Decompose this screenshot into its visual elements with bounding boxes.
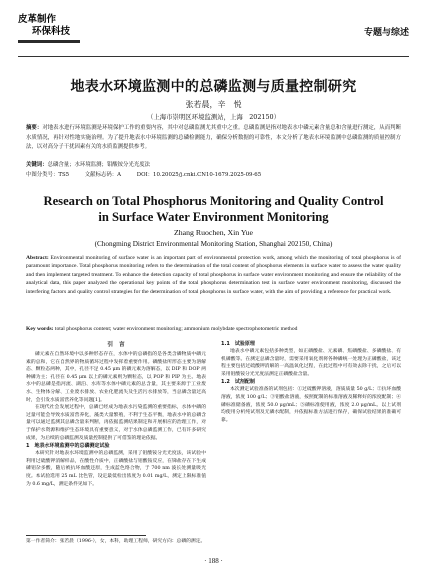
intro-paragraph-1: 磷元素在自然环境中以多种形态存在，水体中的总磷指的是各类含磷物质中磷元素的总和，它在自然界的物质循环过程中发挥着重要作用。磷酸盐所形态主要为溶解态、颗粒态两种，其中，孔径不足 0.45 μm 的磷元素为溶解态，以 DIP 和 DOP 两种磷为主；孔径在 0.45 μm 以上的磷元素则为颗粒态，以 POP 和 PIP 为主。地表水中的总磷是指河流、湖泊、水库等水体中磷元素的总含量，其主要来源于工业废水、生物体分解、工业废水排放、农业化肥流失及生活污水排放等，当总磷含量过高时，会引发水质富营养化等问题[1]。 [26,352,206,403]
section-1-2-heading: 1.2 试剂配制 [221,379,255,386]
logo-line-2: 环保科技 [32,26,71,37]
chinese-abstract [26,124,401,153]
english-title-line-1: Research on Total Phosphorus Monitoring and Quality Control [43,194,384,208]
english-abstract-text: Environmental monitoring of surface water is an important part of environmental protection work, among which the monitoring of total phosphorus is of paramount importance. Total phosphorus monitoring refers to the determination of the total content of phosphorus elements in surface water to assess the water quality and then implement targeted treatment. To enhance the detection capacity of total phosphorus in surface water environment monitoring and ensure the reliability of the analytical data, this paper analyzed the operational key points of the total phosphorus determination test in surface water environment monitoring, discussed the interfering factors and quality control strategies for the determination of total phosphorus in surface water, with the aim of providing a reference for practical work. [26,255,402,295]
english-keywords [26,325,401,333]
document-code: 文献标志码：A [84,172,122,178]
doi: DOI：10.20025/j.cnki.CN10-1679.2025-09-65 [136,172,262,178]
english-keywords-text: total phosphorus content; water environment monitoring; ammonium molybdate spectrophotometric method [54,326,298,332]
page-number: · 188 · [204,557,223,565]
chinese-authors: 张若晨，辛 悦 [185,100,242,109]
english-authors: Zhang Ruochen, Xin Yue [174,228,253,237]
english-keywords-label: Key words: [26,326,54,332]
section-label: 专题与综述 [363,28,409,38]
section-1-2-paragraph: 本次测定试验准备的试剂包括：①过硫酸钾溶液，溶质质量 50 g/L；②抗坏血酸溶液，浓度 100 g/L；③钼酸盐溶液，按照配制的标准溶液及稀释好的浓度配制；④磷标准储备液，浓度 50.0 μg/mL；⑤磷标准使用液，浓度 2.0 μg/mL。以上试剂均使用分析纯试剂及无磷水配制，并依据标准方法进行保存，确保试验结果的准确可靠。 [221,387,401,423]
english-title [0,193,427,225]
chinese-keywords [26,161,401,170]
body-column-left [26,340,206,488]
logo-line-1: 皮革制作 [18,14,57,25]
author-footnote: 第一作者简介：张若晨（1996-），女，本科，助理工程师，研究方向：总磷的测定。 [26,539,206,544]
intro-heading: 引 言 [107,342,125,348]
section-1-1-paragraph: 地表水中磷元素包括多种类型，如正磷酸盐、元素磷、焦磷酸盐、多磷酸盐、有机磷酸等。在测定总磷含量时，需要采用氧化剂将各种磷统一处理为正磷酸盐，该过程主要包括过硫酸钾消解的一高温氧化过程，在此过程中可有效去除干扰，之后可以采用钼酸铵分光光度法测定正磷酸盐含量。 [221,349,401,377]
chinese-abstract-label: 摘要： [26,125,43,131]
page-header [18,10,409,54]
footnote-rule [26,535,146,536]
english-affiliation: (Chongming District Environmental Monitoring Station, Shanghai 202150, China) [94,240,333,248]
chinese-title: 地表水环境监测中的总磷监测与质量控制研究 [70,79,357,95]
journal-logo [18,14,98,43]
article-metadata [26,171,401,180]
english-title-line-2: in Surface Water Environment Monitoring [98,210,329,224]
clc-number: 中图分类号：TS5 [26,172,70,178]
section-1-1-heading: 1.1 试验原理 [221,341,255,347]
body-column-right [221,340,401,424]
intro-paragraph-2: 在现代社会发展过程中，总磷已经成为地表水污染监测的重要指标，水体中磷的过量可能会导致水质富营养化，藻类大量繁殖，不利于生态平衡，地表水中的总磷含量可以通过监测其总磷含量来判断，再依据监测结果制定和开展相应的治理工作，对于保护水资源和维护生态环境具有重要意义，对于水体总磷监测工作，已有许多研究成果，为后续的总磷监测及质量控制提供了可借鉴的理论依据。 [26,405,206,441]
section-1-heading: 1 地表水环境监测中的总磷测定试验 [26,443,110,450]
header-rule [18,56,409,57]
logo-bar [18,40,80,43]
section-1-paragraph: 本研究针对地表水环境监测中的总磷监测，采用了钼酸铵分光光度法，该试验中利用过硫酸钾消解样品，在酸性介质中，正磷酸盐与钼酸铵反应，在锑盐存在下生成磷钼杂多酸，随后被抗坏血酸还原，生成蓝色络合物，于 700 nm 波长处测量吸光度。本试验选用 25 mL 比色管，设定最低检出浓度为 0.01 mg/L，测定上限标准值为 0.6 mg/L，测定条件见如下。 [26,451,206,487]
chinese-keywords-text: 总磷含量；水环境监测；钼酸铵分光光度法 [47,162,151,168]
english-abstract [26,254,401,296]
chinese-keywords-label: 关键词： [26,162,48,168]
chinese-affiliation: （上海市崇明区环境监测站，上海 202150） [146,113,281,121]
english-abstract-label: Abstract: [26,255,49,261]
chinese-abstract-text: 对地表水进行环境监测是环境保护工作的重要内容，其中对总磷监测尤其重中之重。总磷监测是指对地表水中磷元素含量总和含量进行测定，从而判断水质情况，再针对性地实施治理。为了提升地表水中环境监测的总磷检测能力，确保分析数据的可靠性，本文分析了地表水环境监测中总磷监测的质量控制方法，以对高分子干扰因素有关的水质监测提供参考。 [26,125,401,151]
